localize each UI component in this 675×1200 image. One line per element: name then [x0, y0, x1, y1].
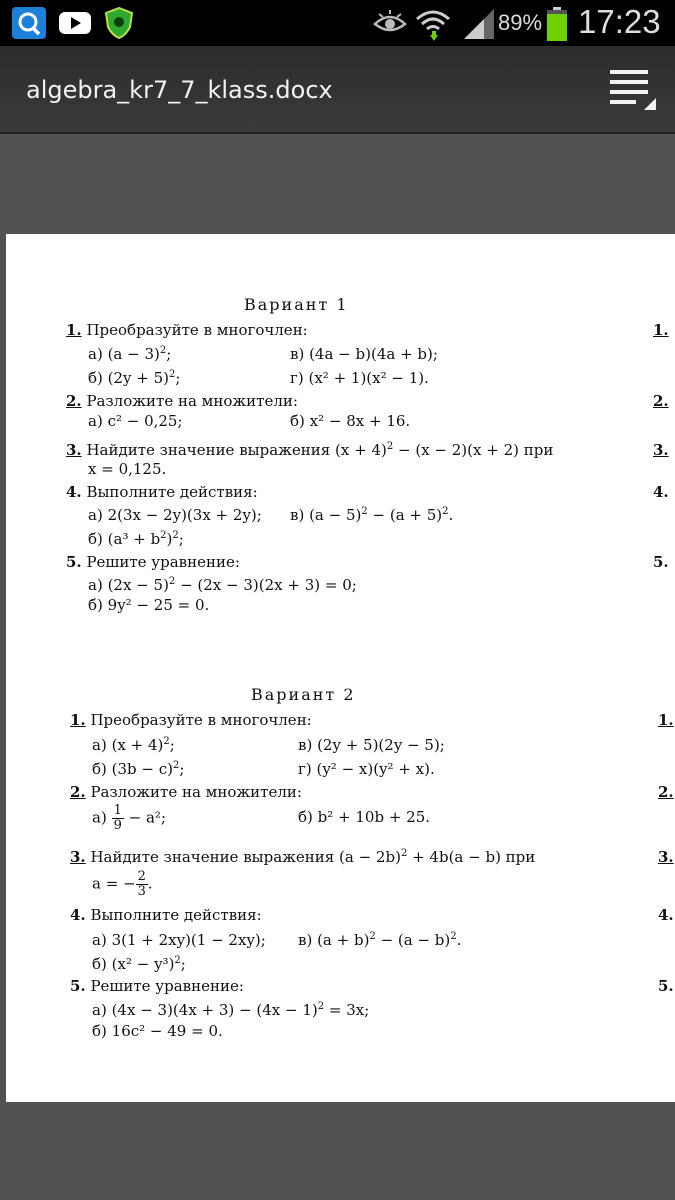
document-title-bar	[0, 46, 675, 134]
v2-task-2: 2. Разложите на множители:	[70, 783, 302, 801]
v1-task-3-line-2: x = 0,125.	[88, 460, 167, 478]
v1-task-3: 3. Найдите значение выражения $(x + 4)^2 - (x - 2)(x + 2)$ при	[66, 441, 554, 459]
v2-task-1: 1. Преобразуйте в многочлен:	[70, 711, 312, 729]
v1-task-4-b: б) $(a^3 + b^2)^2$;	[88, 530, 184, 548]
v2-task-1-right-number: 1.	[658, 711, 674, 729]
v2-task-3: 3. Найдите значение выражения $(a - 2b)^2 + 4b(a - b)$ при	[70, 848, 536, 866]
fraction-two-thirds: $\frac{2}{3}$	[137, 869, 146, 899]
v2-task-4-v: в) $(a + b)^2 - (a - b)^2$.	[298, 931, 462, 949]
v1-task-2-a: а) c² − 0,25;	[88, 412, 183, 430]
v2-task-1-a: а) $(x + 4)^2$;	[92, 736, 175, 754]
status-bar	[0, 0, 675, 46]
v1-task-1: 1. Преобразуйте в многочлен:	[66, 321, 308, 339]
document-title: algebra_kr7_7_klass.docx	[26, 76, 333, 104]
signal-icon	[462, 7, 496, 39]
v2-task-5-b: б) 16c² − 49 = 0.	[92, 1022, 223, 1040]
menu-icon	[604, 68, 660, 114]
variant-1-title: Вариант 1	[244, 295, 349, 314]
v1-task-5-a: а) $(2x - 5)^2 - (2x - 3)(2x + 3) = 0$;	[88, 576, 357, 594]
v1-task-3-right-number: 3.	[653, 441, 669, 459]
document-page[interactable]	[6, 234, 675, 1102]
v1-task-4-v: в) $(a - 5)^2 - (a + 5)^2$.	[290, 506, 454, 524]
battery-percent: 89%	[498, 10, 543, 35]
v2-task-4-right-number: 4.	[658, 906, 674, 924]
variant-2-title: Вариант 2	[251, 685, 356, 704]
v1-task-2-right-number: 2.	[653, 392, 669, 410]
v2-task-4-b: б) $(x^2 - y^3)^2$;	[92, 955, 186, 973]
v2-task-3-line-2: a = − $\frac{2}{3}$ .	[92, 869, 153, 899]
v1-task-4-right-number: 4.	[653, 483, 669, 501]
v2-task-5-a: а) $(4x - 3)(4x + 3) - (4x - 1)^2 = 3x$;	[92, 1001, 370, 1019]
v1-task-1-right-number: 1.	[653, 321, 669, 339]
v1-task-1-a: а) $(a - 3)^2$;	[88, 345, 172, 363]
v1-task-5-b: б) 9y² − 25 = 0.	[88, 596, 210, 614]
wifi-icon	[414, 7, 452, 41]
youtube-icon[interactable]	[58, 7, 92, 39]
v2-task-1-b: б) $(3b - c)^2$;	[92, 760, 185, 778]
clock: 17:23	[578, 3, 661, 40]
v1-task-5-right-number: 5.	[653, 553, 669, 571]
v1-task-5: 5. Решите уравнение:	[66, 553, 240, 571]
v1-task-1-g: г) (x² + 1)(x² − 1).	[290, 369, 429, 387]
v2-task-4: 4. Выполните действия:	[70, 906, 262, 924]
fraction-one-ninth: $\frac{1}{9}$	[113, 803, 122, 833]
v2-task-1-g: г) (y² − x)(y² + x).	[298, 760, 435, 778]
v2-task-5: 5. Решите уравнение:	[70, 977, 244, 995]
v2-task-4-a: а) 3(1 + 2xy)(1 − 2xy);	[92, 931, 266, 949]
v2-task-2-a: а) $\frac{1}{9}$ − a²;	[92, 803, 166, 833]
v1-task-4-a: а) 2(3x − 2y)(3x + 2y);	[88, 506, 262, 524]
menu-button[interactable]	[604, 68, 660, 114]
v2-task-5-right-number: 5.	[658, 977, 674, 995]
v1-task-1-b: б) $(2y + 5)^2$;	[88, 369, 181, 387]
v2-task-2-right-number: 2.	[658, 783, 674, 801]
v2-task-3-right-number: 3.	[658, 848, 674, 866]
search-icon[interactable]	[12, 7, 46, 39]
v1-task-4: 4. Выполните действия:	[66, 483, 258, 501]
v2-task-1-v: в) (2y + 5)(2y − 5);	[298, 736, 445, 754]
v1-task-2-b: б) x² − 8x + 16.	[290, 412, 411, 430]
v2-task-2-b: б) b² + 10b + 25.	[298, 808, 431, 826]
v1-task-1-v: в) (4a − b)(4a + b);	[290, 345, 438, 363]
battery-icon	[546, 7, 568, 41]
v1-task-2: 2. Разложите на множители:	[66, 392, 298, 410]
eye-icon	[373, 7, 407, 39]
shield-app-icon[interactable]	[104, 7, 134, 39]
